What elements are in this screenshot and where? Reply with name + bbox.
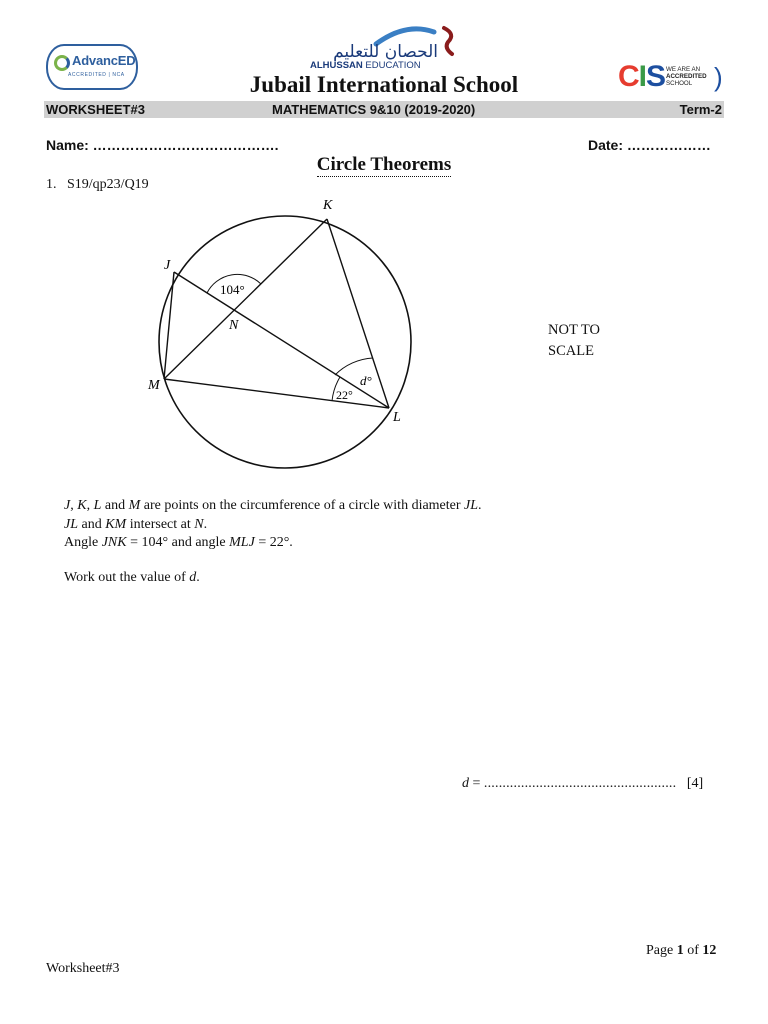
question-code: S19/qp23/Q19 [67, 177, 149, 192]
question-line-1: J, K, L and M are points on the circumference of a circle with diameter JL. [64, 498, 482, 513]
alhussan-arabic-text: الحصان للتعليم [333, 42, 438, 62]
chord-kl [327, 219, 389, 408]
page-title: Circle Theorems [316, 154, 452, 175]
advanced-swirl-icon [54, 55, 70, 71]
cis-paren-icon: ) [714, 62, 723, 92]
answer-line[interactable]: d = .................................................... [4] [462, 776, 704, 791]
cis-letters: CIS [618, 60, 666, 93]
angle-label-104: 104° [220, 282, 245, 297]
chord-jl [174, 272, 389, 408]
term-label: Term-2 [679, 102, 722, 117]
name-field[interactable]: Name: …………………………………. [46, 137, 279, 153]
advanced-logo-sub: ACCREDITED | NCA [68, 72, 125, 78]
header-band [44, 101, 724, 118]
chord-ml [164, 379, 389, 408]
chord-jm [164, 272, 174, 379]
label-k: K [323, 198, 333, 213]
alhussan-logo [306, 20, 460, 74]
not-to-scale-note: NOT TO SCALE [548, 322, 600, 359]
worksheet-label: WORKSHEET#3 [46, 102, 145, 117]
school-name: Jubail International School [249, 72, 519, 97]
footer-text: Worksheet#3 [46, 961, 120, 976]
alhussan-english-text: ALHUSSAN EDUCATION [310, 60, 421, 71]
advanced-logo-name: AdvancED [72, 53, 136, 68]
question-number: 1. S19/qp23/Q19 [46, 177, 149, 192]
question-line-3: Angle JNK = 104° and angle MLJ = 22°. [64, 535, 293, 550]
label-m: M [148, 378, 160, 393]
question-text [64, 497, 482, 587]
date-field[interactable]: Date: ……………… [588, 137, 711, 153]
label-j: J [164, 258, 171, 273]
angle-label-d: d° [360, 373, 372, 388]
label-n: N [229, 318, 239, 333]
marks-label: [4] [686, 776, 704, 791]
chord-km [164, 219, 327, 379]
cis-accredited-text: WE ARE AN ACCREDITED SCHOOL [666, 66, 707, 88]
question-line-2: JL and KM intersect at N. [64, 516, 208, 532]
question-line-4: Work out the value of d. [64, 569, 200, 585]
page-number: Page 1 of 12 [646, 943, 717, 958]
cis-logo [618, 60, 726, 96]
circle-diagram [130, 190, 430, 490]
angle-label-22: 22° [336, 388, 353, 402]
subject-label: MATHEMATICS 9&10 (2019-2020) [272, 102, 476, 117]
label-l: L [393, 410, 401, 425]
